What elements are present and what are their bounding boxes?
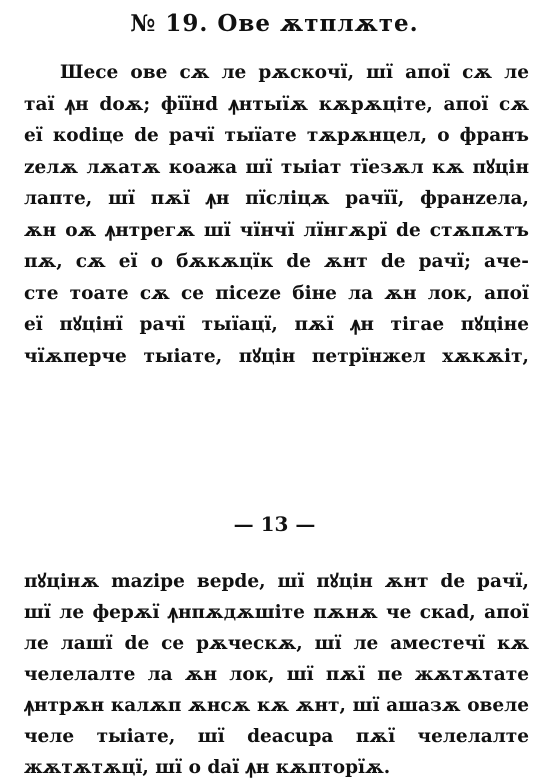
text-line: ѫн оѫ ꙟнтрегѫ шї чїнчї лїнгѫрї de стѫпѫтъ: [24, 219, 529, 241]
text-line: ꙟнтрѫн калѫп ѫнсѫ кѫ ѫнт, шї ашазѫ овеле: [24, 695, 529, 716]
text-line: zелѫ лѫатѫ коажа шї тыіат тїезѫл кѫ пꙋцін: [24, 156, 529, 178]
text-line: чїѫперче тыіате, пꙋцін петрїнжел хѫкѫіт,: [24, 345, 529, 367]
text-line: сте тоате сѫ се пісеzе біне ла ѫн лок, апої: [24, 282, 529, 304]
text-line: Шесе ове сѫ ле рѫскочї, шї апої сѫ ле: [60, 62, 529, 83]
text-line: лапте, шї пѫї ꙟн пїсліцѫ рачїї, франzела,: [24, 188, 529, 209]
text-line: шї ле ферѫї ꙟнпѫдѫшіте пѫнѫ че скаd, апої: [24, 602, 529, 623]
text-line: пꙋцінѫ mazipe верde, шї пꙋцін ѫнт de рачї,: [24, 571, 529, 592]
recipe-text-bottom: [24, 566, 529, 783]
recipe-text-top: [24, 57, 529, 372]
text-line: жѫтѫтѫцї, шї о daї ꙟн кѫпторїѫ.: [24, 757, 391, 778]
text-line: ле лашї de се рѫческѫ, шї ле аместечї кѫ: [24, 633, 529, 654]
text-line: челе тыіате, шї deacupa пѫї челелалте: [24, 726, 529, 747]
text-line: еї кodiцe de рачї тыїате тѫрѫнцел, о франъ: [24, 125, 529, 146]
text-line: таї ꙟн doѫ; фїїнd ꙟнтыїѫ кѫрѫціте, апої сѫ: [24, 93, 529, 115]
page-number: — 13 —: [233, 512, 316, 536]
recipe-heading: № 19. Ове ѫтплѫте.: [130, 10, 419, 37]
text-line: пѫ, сѫ еї о бѫкѫцїк de ѫнт de рачї; аче-: [24, 251, 529, 272]
text-line: челелалте ла ѫн лок, шї пѫї пе жѫтѫтате: [24, 664, 529, 685]
text-line: еї пꙋцінї рачї тыїацї, пѫї ꙟн тігае пꙋцінe: [24, 314, 529, 335]
